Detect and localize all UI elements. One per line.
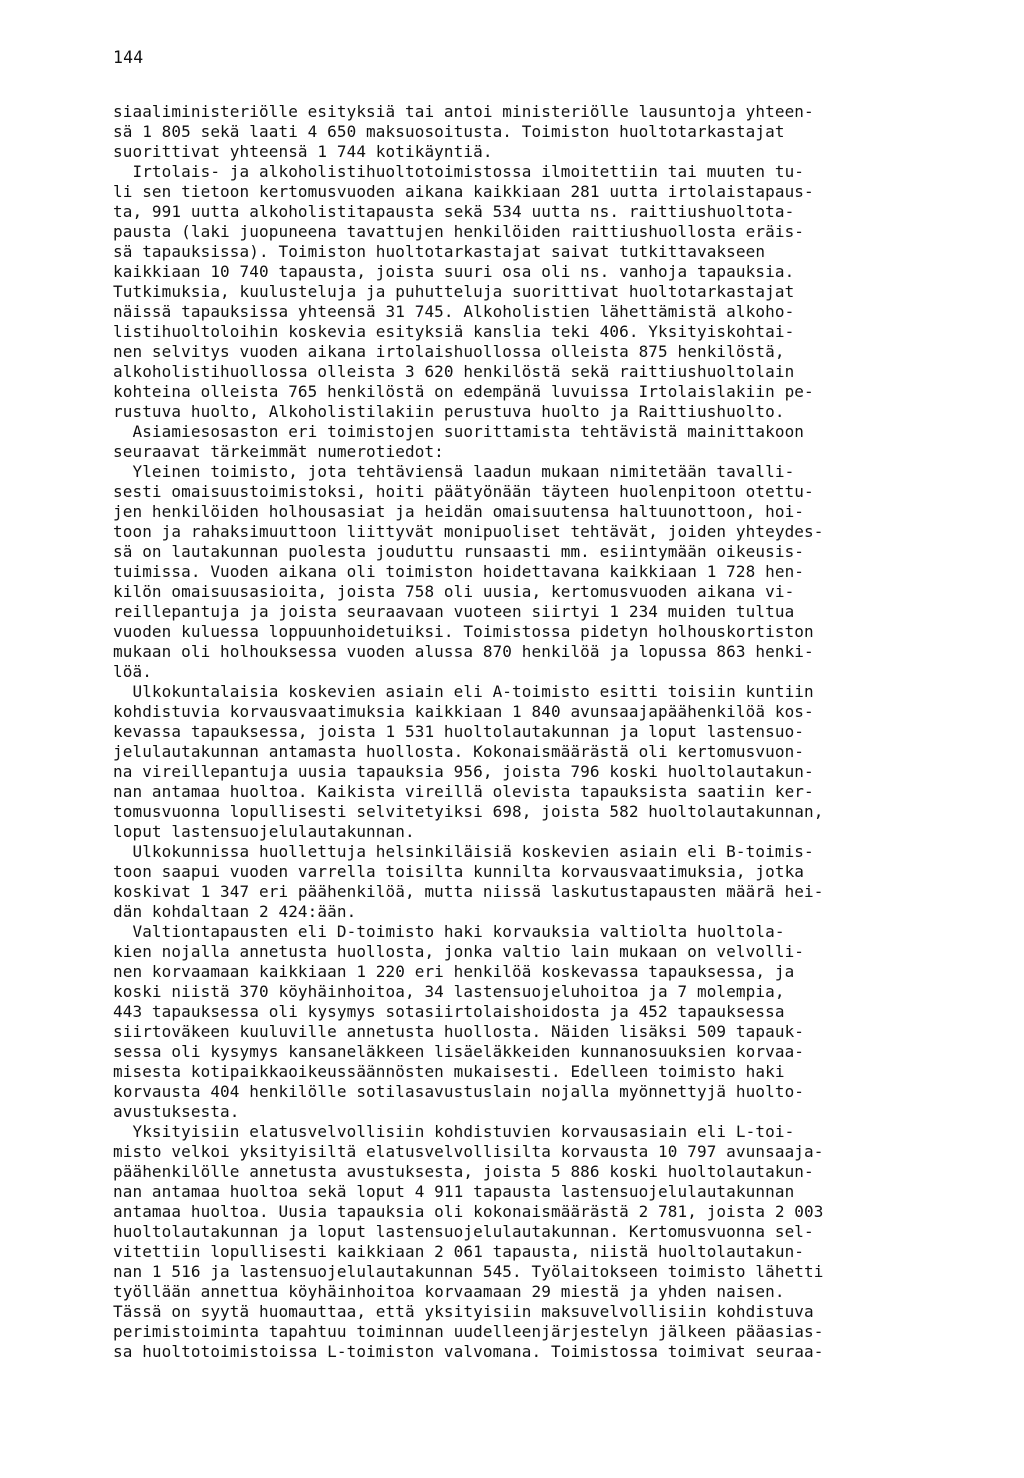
text-line: Ulkokunnissa huollettuja helsinkiläisiä koskevien asiain eli B-toimis-: [113, 842, 814, 861]
text-line: sä on lautakunnan puolesta jouduttu runsaasti mm. esiintymään oikeusis-: [113, 542, 805, 561]
text-line: antamaa huoltoa. Uusia tapauksia oli kokonaismäärästä 2 781, joista 2 003: [113, 1202, 824, 1221]
text-line: Irtolais- ja alkoholistihuoltotoimistossa ilmoitettiin tai muuten tu-: [113, 162, 805, 181]
text-line: alkoholistihuollossa olleista 3 620 henkilöstä sekä raittiushuoltolain: [113, 362, 795, 381]
text-line: tuimissa. Vuoden aikana oli toimiston hoidettavana kaikkiaan 1 728 hen-: [113, 562, 805, 581]
text-line: reillepantuja ja joista seuraavaan vuoteen siirtyi 1 234 muiden tultua: [113, 602, 795, 621]
text-line: 443 tapauksessa oli kysymys sotasiirtolaishoidosta ja 452 tapauksessa: [113, 1002, 785, 1021]
text-line: seuraavat tärkeimmät numerotiedot:: [113, 442, 444, 461]
text-line: sessa oli kysymys kansaneläkkeen lisäeläkkeiden kunnanosuuksien korvaa-: [113, 1042, 805, 1061]
text-line: sä tapauksissa). Toimiston huoltotarkastajat saivat tutkittavakseen: [113, 242, 766, 261]
text-line: kien nojalla annetusta huollosta, jonka valtio lain mukaan on velvolli-: [113, 942, 805, 961]
text-line: koski niistä 370 köyhäinhoitoa, 34 lastensuojeluhoitoa ja 7 molempia,: [113, 982, 785, 1001]
page-number: 144: [113, 48, 144, 67]
text-line: Valtiontapausten eli D-toimisto haki korvauksia valtiolta huoltola-: [113, 922, 785, 941]
text-line: loput lastensuojelulautakunnan.: [113, 822, 415, 841]
text-line: kaikkiaan 10 740 tapausta, joista suuri osa oli ns. vanhoja tapauksia.: [113, 262, 795, 281]
text-line: rustuva huolto, Alkoholistilakiin perustuva huolto ja Raittiushuolto.: [113, 402, 785, 421]
text-line: näissä tapauksissa yhteensä 31 745. Alkoholistien lähettämistä alkoho-: [113, 302, 795, 321]
text-line: nen selvitys vuoden aikana irtolaishuollossa olleista 875 henkilöstä,: [113, 342, 785, 361]
text-line: misesta kotipaikkaoikeussäännösten mukaisesti. Edelleen toimisto haki: [113, 1062, 785, 1081]
text-line: misto velkoi yksityisiltä elatusvelvollisilta korvausta 10 797 avunsaaja-: [113, 1142, 824, 1161]
text-line: sesti omaisuustoimistoksi, hoiti päätyönään täyteen huolenpitoon otettu-: [113, 482, 814, 501]
text-line: pausta (laki juopuneena tavattujen henkilöiden raittiushuollosta eräis-: [113, 222, 805, 241]
text-line: nan 1 516 ja lastensuojelulautakunnan 545. Työlaitokseen toimisto lähetti: [113, 1262, 824, 1281]
text-line: siirtoväkeen kuuluville annetusta huollosta. Näiden lisäksi 509 tapauk-: [113, 1022, 805, 1041]
text-line: perimistoiminta tapahtuu toiminnan uudelleenjärjestelyn jälkeen pääasias-: [113, 1322, 824, 1341]
text-line: päähenkilölle annetusta avustuksesta, joista 5 886 koski huoltolautakun-: [113, 1162, 814, 1181]
text-line: tomusvuonna lopullisesti selvitetyiksi 698, joista 582 huoltolautakunnan,: [113, 802, 824, 821]
text-line: Tutkimuksia, kuulusteluja ja puhutteluja suorittivat huoltotarkastajat: [113, 282, 795, 301]
body-text: [113, 102, 993, 1362]
text-line: kevassa tapauksessa, joista 1 531 huoltolautakunnan ja loput lastensuo-: [113, 722, 805, 741]
text-line: vuoden kuluessa loppuunhoidetuiksi. Toimistossa pidetyn holhouskortiston: [113, 622, 814, 641]
text-line: na vireillepantuja uusia tapauksia 956, joista 796 koski huoltolautakun-: [113, 762, 814, 781]
text-line: löä.: [113, 662, 152, 681]
text-line: Asiamiesosaston eri toimistojen suorittamista tehtävistä mainittakoon: [113, 422, 805, 441]
text-line: suorittivat yhteensä 1 744 kotikäyntiä.: [113, 142, 493, 161]
text-line: ta, 991 uutta alkoholistitapausta sekä 534 uutta ns. raittiushuoltota-: [113, 202, 795, 221]
text-line: listihuoltoloihin koskevia esityksiä kanslia teki 406. Yksityiskohtai-: [113, 322, 795, 341]
text-line: kohteina olleista 765 henkilöstä on edempänä luvuissa Irtolaislakiin pe-: [113, 382, 814, 401]
text-line: sa huoltotoimistoissa L-toimiston valvomana. Toimistossa toimivat seuraa-: [113, 1342, 824, 1361]
text-line: mukaan oli holhouksessa vuoden alussa 870 henkilöä ja lopussa 863 henki-: [113, 642, 814, 661]
text-line: työllään annettua köyhäinhoitoa korvaamaan 29 miestä ja yhden naisen.: [113, 1282, 785, 1301]
text-line: jelulautakunnan antamasta huollosta. Kokonaismäärästä oli kertomusvuon-: [113, 742, 805, 761]
text-line: nan antamaa huoltoa. Kaikista vireillä olevista tapauksista saatiin ker-: [113, 782, 814, 801]
text-line: kilön omaisuusasioita, joista 758 oli uusia, kertomusvuoden aikana vi-: [113, 582, 795, 601]
text-line: toon saapui vuoden varrella toisilta kunnilta korvausvaatimuksia, jotka: [113, 862, 805, 881]
text-line: avustuksesta.: [113, 1102, 240, 1121]
text-line: huoltolautakunnan ja loput lastensuojelulautakunnan. Kertomusvuonna sel-: [113, 1222, 814, 1241]
text-line: Ulkokuntalaisia koskevien asiain eli A-toimisto esitti toisiin kuntiin: [113, 682, 814, 701]
text-line: korvausta 404 henkilölle sotilasavustuslain nojalla myönnettyjä huolto-: [113, 1082, 805, 1101]
text-line: sä 1 805 sekä laati 4 650 maksuosoitusta. Toimiston huoltotarkastajat: [113, 122, 785, 141]
text-line: Yksityisiin elatusvelvollisiin kohdistuvien korvausasiain eli L-toi-: [113, 1122, 795, 1141]
text-line: koskivat 1 347 eri päähenkilöä, mutta niissä laskutustapausten määrä hei-: [113, 882, 824, 901]
text-line: kohdistuvia korvausvaatimuksia kaikkiaan 1 840 avunsaajapäähenkilöä kos-: [113, 702, 814, 721]
text-line: li sen tietoon kertomusvuoden aikana kaikkiaan 281 uutta irtolaistapaus-: [113, 182, 814, 201]
text-line: siaaliministeriölle esityksiä tai antoi ministeriölle lausuntoja yhteen-: [113, 102, 814, 121]
text-line: Yleinen toimisto, jota tehtäviensä laadun mukaan nimitetään tavalli-: [113, 462, 795, 481]
text-line: nan antamaa huoltoa sekä loput 4 911 tapausta lastensuojelulautakunnan: [113, 1182, 795, 1201]
text-line: vitettiin lopullisesti kaikkiaan 2 061 tapausta, niistä huoltolautakun-: [113, 1242, 805, 1261]
text-line: nen korvaamaan kaikkiaan 1 220 eri henkilöä koskevassa tapauksessa, ja: [113, 962, 795, 981]
text-line: jen henkilöiden holhousasiat ja heidän omaisuutensa haltuunottoon, hoi-: [113, 502, 805, 521]
text-line: Tässä on syytä huomauttaa, että yksityisiin maksuvelvollisiin kohdistuva: [113, 1302, 814, 1321]
text-line: toon ja rahaksimuuttoon liittyvät monipuoliset tehtävät, joiden yhteydes-: [113, 522, 824, 541]
text-line: dän kohdaltaan 2 424:ään.: [113, 902, 357, 921]
